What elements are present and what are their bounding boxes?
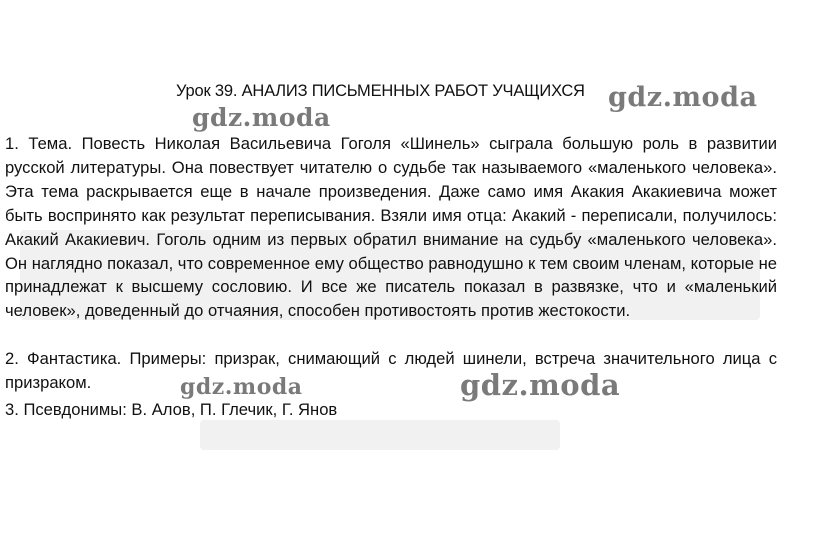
watermark: gdz.moda bbox=[460, 368, 621, 402]
watermark: gdz.moda bbox=[180, 374, 303, 400]
page-title: Урок 39. АНАЛИЗ ПИСЬМЕННЫХ РАБОТ УЧАЩИХСЯ bbox=[176, 82, 585, 100]
scan-smudge bbox=[200, 420, 560, 450]
paragraph-fantasy: 2. Фантастика. Примеры: призрак, снимающий с людей шинели, встреча значительного лица с призраком. bbox=[5, 349, 777, 392]
paragraph-theme: 1. Тема. Повесть Николая Васильевича Гоголя «Шинель» сыграла большую роль в развитии русской литературы. Она повествует читателю о судьбе так называемого «маленького человека». Эта тема раскрывается еще в начале произведения. Даже само имя Акакия Акакиевича может быть воспринято как результат переписывания. Взяли имя отца: Акакий - переписали, получилось: Акакий Акакиевич. Гоголь одним из первых обратил внимание на судьбу «маленького человека». Он наглядно показал, что современное ему общество равнодушно к тем своим членам, которые не принадлежат к высшему сословию. И все же писатель показал в развязке, что и «маленький человек», доведенный до отчаяния, способен противостоять против жестокости. bbox=[5, 134, 777, 321]
watermark: gdz.moda bbox=[608, 82, 758, 113]
paragraph-pseudonyms: 3. Псевдонимы: В. Алов, П. Глечик, Г. Янов bbox=[5, 400, 338, 419]
watermark: gdz.moda bbox=[192, 103, 331, 132]
